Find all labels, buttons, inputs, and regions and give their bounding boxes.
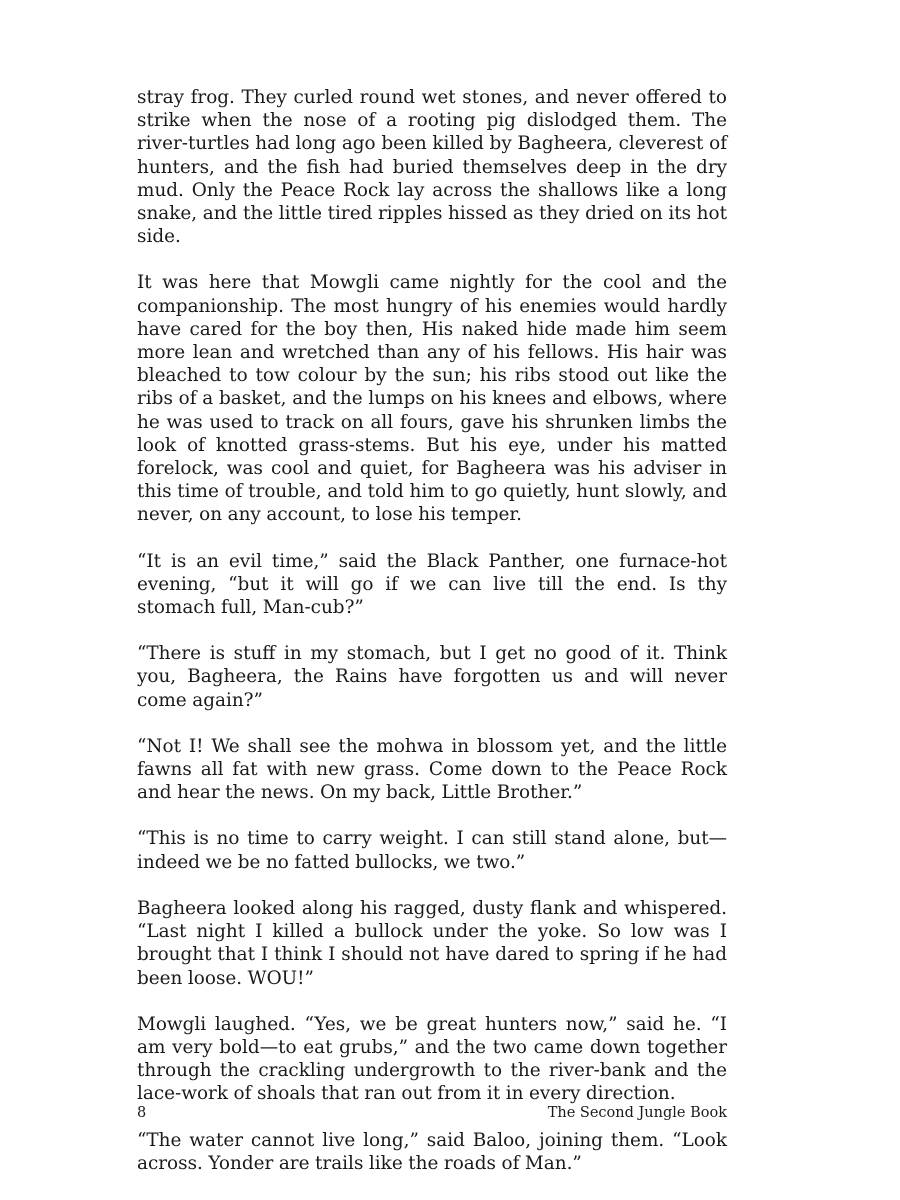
paragraph: Mowgli laughed. “Yes, we be great hunters now,” said he. “I am very bold—to eat grubs,” and the two came down together through the crackling undergrowth to the river-bank and the lace-work of shoals that ran out from it in every direction. [137,1013,727,1105]
paragraph: “Not I! We shall see the mohwa in blossom yet, and the little fawns all fat with new grass. Come down to the Peace Rock and hear the news. On my back, Little Brother.” [137,735,727,804]
page-footer [137,1101,727,1125]
page-body [137,86,727,1198]
paragraph: It was here that Mowgli came nightly for the cool and the companionship. The most hungry of his enemies would hardly have cared for the boy then, His naked hide made him seem more lean and wretched than any of his fellows. His hair was bleached to tow colour by the sun; his ribs stood out like the ribs of a basket, and the lumps on his knees and elbows, where he was used to track on all fours, gave his shrunken limbs the look of knotted grass-stems. But his eye, under his matted forelock, was cool and quiet, for Bagheera was his adviser in this time of trouble, and told him to go quietly, hunt slowly, and never, on any account, to lose his temper. [137,272,727,526]
paragraph: “The water cannot live long,” said Baloo, joining them. “Look across. Yonder are trails like the roads of Man.” [137,1129,727,1174]
paragraph: “There is stuff in my stomach, but I get no good of it. Think you, Bagheera, the Rains have forgotten us and will never come again?” [137,643,727,711]
paragraph: stray frog. They curled round wet stones, and never offered to strike when the nose of a rooting pig dislodged them. The river-turtles had long ago been killed by Bagheera, cleverest of hunters, and the fish had buried themselves deep in the dry mud. Only the Peace Rock lay across the shallows like a long snake, and the little tired ripples hissed as they dried on its hot side. [137,87,727,248]
paragraph: “This is no time to carry weight. I can still stand alone, but—indeed we be no fatted bullocks, we two.” [137,828,727,873]
running-title: The Second Jungle Book [547,1105,727,1121]
paragraph: Bagheera looked along his ragged, dusty flank and whispered. “Last night I killed a bullock under the yoke. So low was I brought that I think I should not have dared to spring if he had been loose. WOU!” [137,897,727,989]
page-number: 8 [137,1105,147,1121]
paragraph: “It is an evil time,” said the Black Panther, one furnace-hot evening, “but it will go if we can live till the end. Is thy stomach full, Man-cub?” [137,550,727,619]
